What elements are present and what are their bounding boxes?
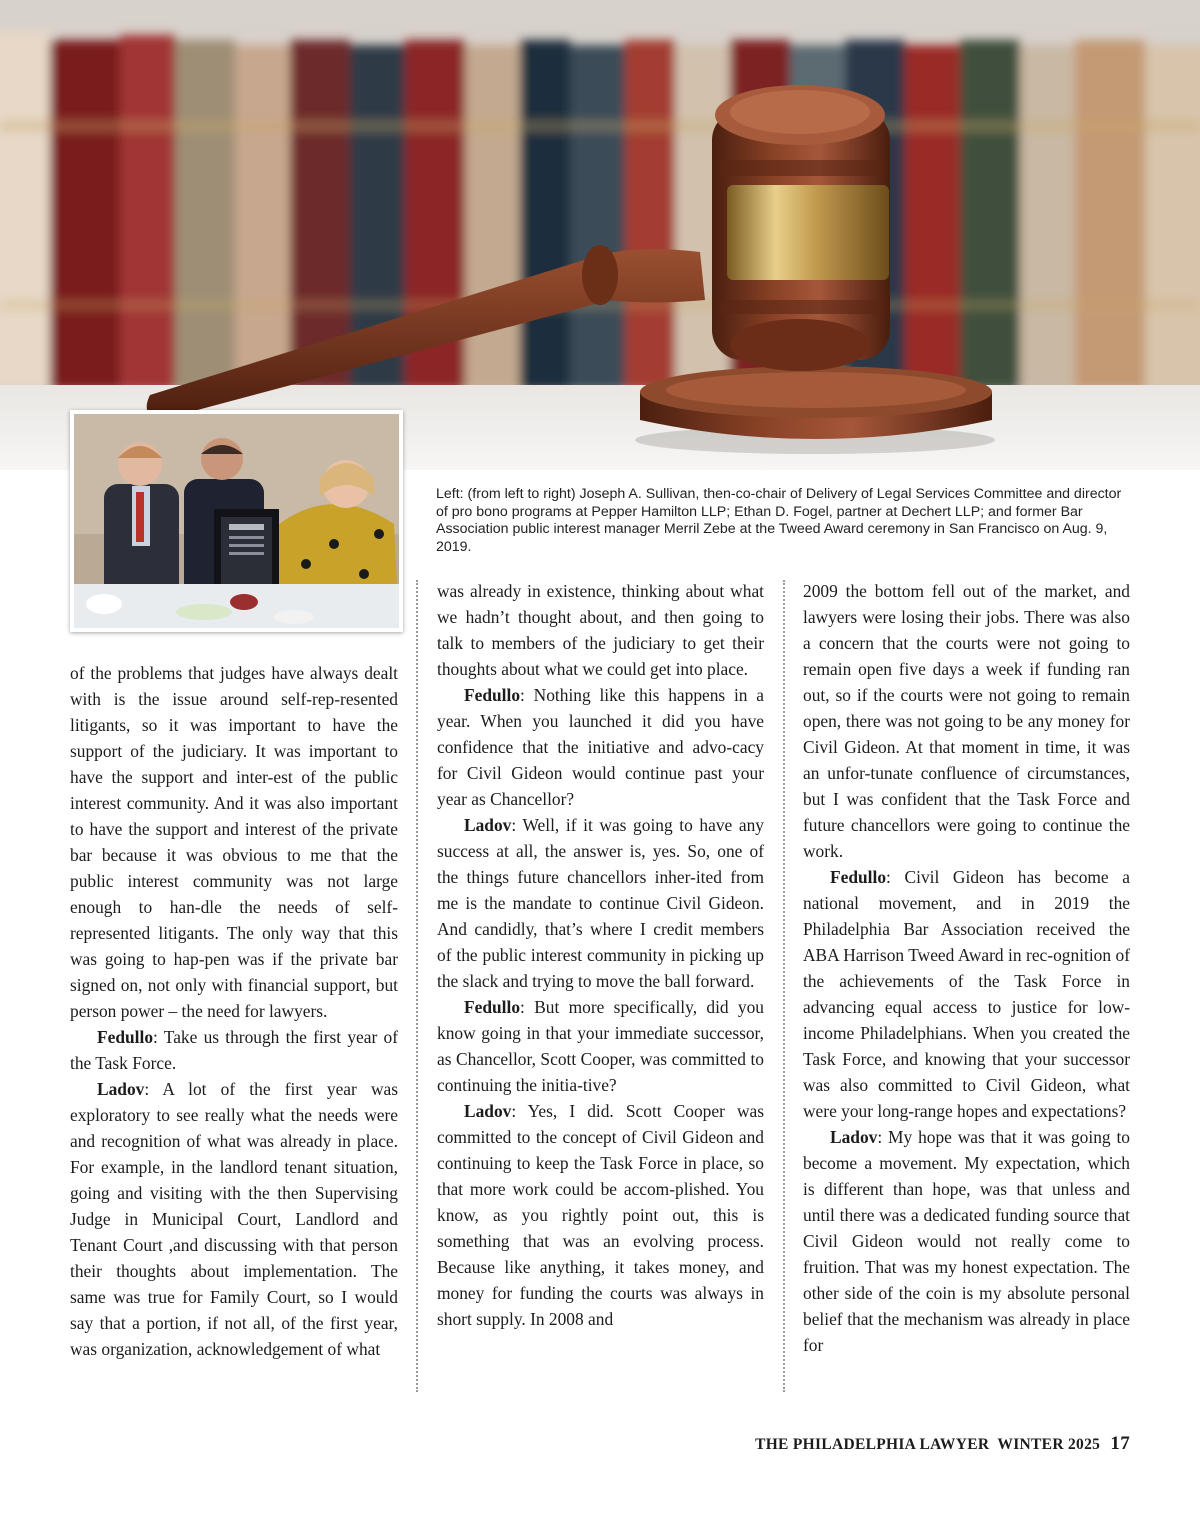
page-footer [755,1433,1130,1455]
issue-label: WINTER 2025 [997,1436,1101,1453]
speaker-name: Fedullo [464,997,521,1017]
paragraph-text: : Take us through the first year of the Task Force. [70,1027,398,1073]
speaker-name: Ladov [830,1127,878,1147]
speaker-name: Ladov [464,1101,512,1121]
paragraph [803,1124,1130,1358]
paragraph [437,578,764,682]
paragraph-text: : Civil Gideon has become a national movement, and in 2019 the Philadelphia Bar Association received the ABA Harrison Tweed Award in rec-ognition of the achievements of the Task Force in advancing equal access to justice for low-income Philadelphians. When you created the Task Force, and knowing that your successor was also committed to Civil Gideon, what were your long-range hopes and expectations? [803,867,1130,1121]
paragraph [437,994,764,1098]
award-ceremony-photo [70,410,403,632]
paragraph [437,682,764,812]
paragraph-text: was already in existence, thinking about what we hadn’t thought about, and then going to talk to members of the judiciary to get their thoughts about what we could get into place. [437,581,764,679]
article-column-3 [803,578,1130,1358]
column-divider [416,580,418,1392]
column-divider [783,580,785,1392]
speaker-name: Ladov [464,815,512,835]
speaker-name: Fedullo [97,1027,154,1047]
paragraph-text: : Yes, I did. Scott Cooper was committed to the concept of Civil Gideon and continuing to keep the Task Force in place, so that more work could be accom-plished. You know, as you rightly point out, this is something that was an evolving process. Because like anything, it takes money, and money for funding the courts was always in short supply. In 2008 and [437,1101,764,1329]
speaker-name: Ladov [97,1079,145,1099]
speaker-name: Fedullo [830,867,887,887]
article-column-2 [437,578,764,1332]
speaker-name: Fedullo [464,685,521,705]
paragraph [803,578,1130,864]
paragraph [70,1024,398,1076]
page-number: 17 [1110,1433,1130,1454]
paragraph [437,812,764,994]
paragraph [437,1098,764,1332]
paragraph-text: : Well, if it was going to have any success at all, the answer is, yes. So, one of the things future chancellors inher-ited from me is the mandate to continue Civil Gideon. And candidly, that’s where I credit members of the public interest community in picking up the slack and trying to move the ball forward. [437,815,764,991]
article-column-1 [70,660,398,1362]
paragraph-text: : A lot of the first year was exploratory to see really what the needs were and recognition of what was already in place. For example, in the landlord tenant situation, going and visiting with the then Supervising Judge in Municipal Court, Landlord and Tenant Court ,and discussing with that person their thoughts about implementation. The same was true for Family Court, so I would say that a portion, if not all, of the first year, was organization, acknowledgement of what [70,1079,398,1359]
publication-name: THE PHILADELPHIA LAWYER [755,1436,990,1453]
photo-caption: Left: (from left to right) Joseph A. Sullivan, then-co-chair of Delivery of Legal Services Committee and director of pro bono programs at Pepper Hamilton LLP; Ethan D. Fogel, partner at Dechert LLP; and former Bar Association public interest manager Merril Zebe at the Tweed Award ceremony in San Francisco on Aug. 9, 2019. [436,486,1122,555]
paragraph-text: : But more specifically, did you know going in that your immediate successor, as Chancellor, Scott Cooper, was committed to continuing the initia-tive? [437,997,764,1095]
paragraph [70,1076,398,1362]
paragraph-text: : Nothing like this happens in a year. When you launched it did you have confidence that the initiative and advo-cacy for Civil Gideon would continue past your year as Chancellor? [437,685,764,809]
gavel-and-law-books-image [0,0,1200,470]
paragraph [803,864,1130,1124]
paragraph-text: of the problems that judges have always dealt with is the issue around self-rep-resented litigants, so it was important to have the support of the judiciary. It was important to have the support and inter-est of the public interest community. And it was also important to have the support and interest of the private bar because it was obvious to me that the public interest community was not large enough to han-dle the needs of self-represented litigants. The only way that this was going to hap-pen was if the private bar signed on, not only with financial support, but person power – the need for lawyers. [70,663,398,1021]
paragraph-text: 2009 the bottom fell out of the market, and lawyers were losing their jobs. There was also a concern that the courts were not going to remain open five days a week if funding ran out, so if the courts were not going to remain open, there was not going to be any money for Civil Gideon. At that moment in time, it was an unfor-tunate confluence of circumstances, but I was confident that the Task Force and future chancellors were going to continue the work. [803,581,1130,861]
law-books [0,30,1200,390]
paragraph-text: : My hope was that it was going to become a movement. My expectation, which is different than hope, was that unless and until there was a dedicated funding source that Civil Gideon would not really come to fruition. That was my honest expectation. The other side of the coin is my absolute personal belief that the mechanism was already in place for [803,1127,1130,1355]
paragraph [70,660,398,1024]
